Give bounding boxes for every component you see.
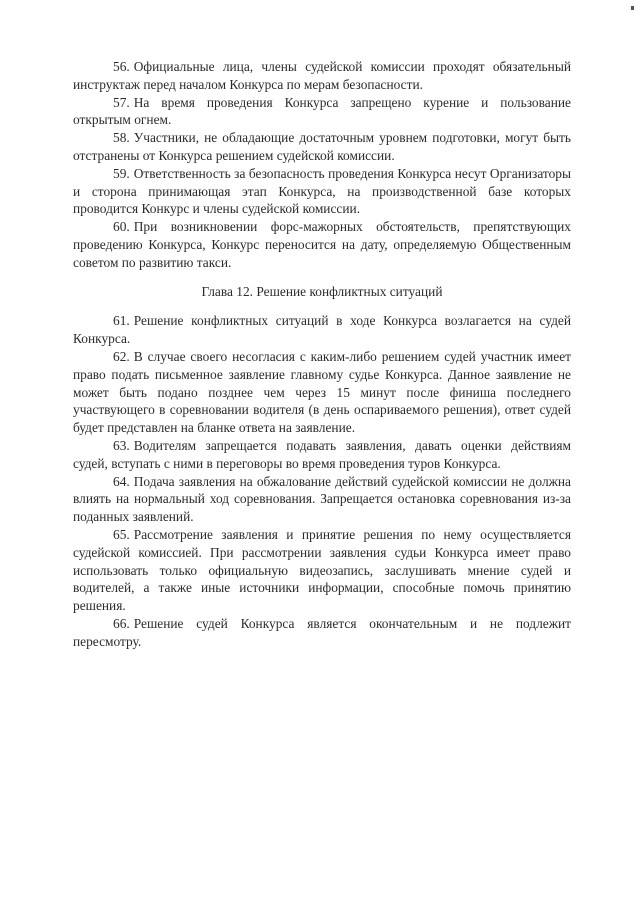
paragraph-text: Водителям запрещается подавать заявления, давать оценки действиям судей, вступать с ними в переговоры во время проведения туров Конкурса. — [73, 437, 571, 471]
chapter-heading: Глава 12. Решение конфликтных ситуаций — [201, 283, 443, 299]
paragraph-text: На время проведения Конкурса запрещено курение и пользование открытым огнем. — [73, 94, 571, 128]
paragraph-text: В случае своего несогласия с каким-либо решением судей участник имеет право подать письменное заявление главному судье Конкурса. Данное заявление не может быть подано позднее чем через 15 минут после финиша последнего участвующего в соревновании водителя (в день оспариваемого решения), ответ судей будет представлен на бланке ответа на заявление. — [73, 348, 571, 436]
paragraph-number: 61. — [113, 313, 130, 329]
paragraph-text: Рассмотрение заявления и принятие решения по нему осуществляется судейской комиссией. При рассмотрении заявления судьи Конкурса имеет право использовать только официальную видеозапись, заслушивать мнение судей и водителей, а также иные источники информации, способные помочь принятию решения. — [73, 526, 571, 614]
paragraph-58 — [73, 129, 571, 165]
paragraph-number: 56. — [113, 59, 130, 74]
paragraph-number: 58. — [113, 130, 130, 146]
paragraph-59 — [73, 165, 571, 218]
paragraph-63 — [73, 437, 571, 473]
paragraph-66 — [73, 615, 571, 651]
paragraph-number: 62. — [113, 348, 130, 364]
scan-mark — [631, 6, 634, 10]
paragraph-56 — [73, 58, 571, 94]
paragraph-text: Участники, не обладающие достаточным уровнем подготовки, могут быть отстранены от Конкурса решением судейской комиссии. — [73, 130, 571, 163]
paragraph-text: При возникновении форс-мажорных обстоятельств, препятствующих проведению Конкурса, Конкурс переносится на дату, определяемую Общественным советом по развитию такси. — [73, 219, 571, 270]
paragraph-text: Решение конфликтных ситуаций в ходе Конкурса возлагается на судей Конкурса. — [73, 313, 571, 347]
paragraph-64 — [73, 473, 571, 526]
paragraph-60 — [73, 218, 571, 271]
paragraph-number: 57. — [113, 94, 130, 110]
paragraph-number: 60. — [113, 219, 130, 235]
paragraph-number: 66. — [113, 615, 130, 631]
paragraph-57 — [73, 94, 571, 130]
paragraph-text: Решение судей Конкурса является окончательным и не подлежит пересмотру. — [73, 615, 571, 649]
paragraph-text: Официальные лица, члены судейской комиссии проходят обязательный инструктаж перед началом Конкурса по мерам безопасности. — [73, 59, 571, 92]
paragraph-number: 59. — [113, 165, 130, 181]
paragraph-number: 65. — [113, 526, 130, 542]
paragraph-61 — [73, 312, 571, 348]
paragraph-text: Подача заявления на обжалование действий судейской комиссии не должна влиять на нормальный ход соревнования. Запрещается остановка соревнования из-за поданных заявлений. — [73, 473, 571, 525]
paragraph-text: Ответственность за безопасность проведения Конкурса несут Организаторы и сторона принимающая этап Конкурса, на производственной базе которых проводится Конкурс и члены судейской комиссии. — [73, 165, 571, 217]
document-page — [73, 58, 571, 651]
paragraph-62 — [73, 348, 571, 437]
paragraph-65 — [73, 526, 571, 615]
paragraph-number: 64. — [113, 473, 130, 489]
paragraph-number: 63. — [113, 437, 130, 453]
